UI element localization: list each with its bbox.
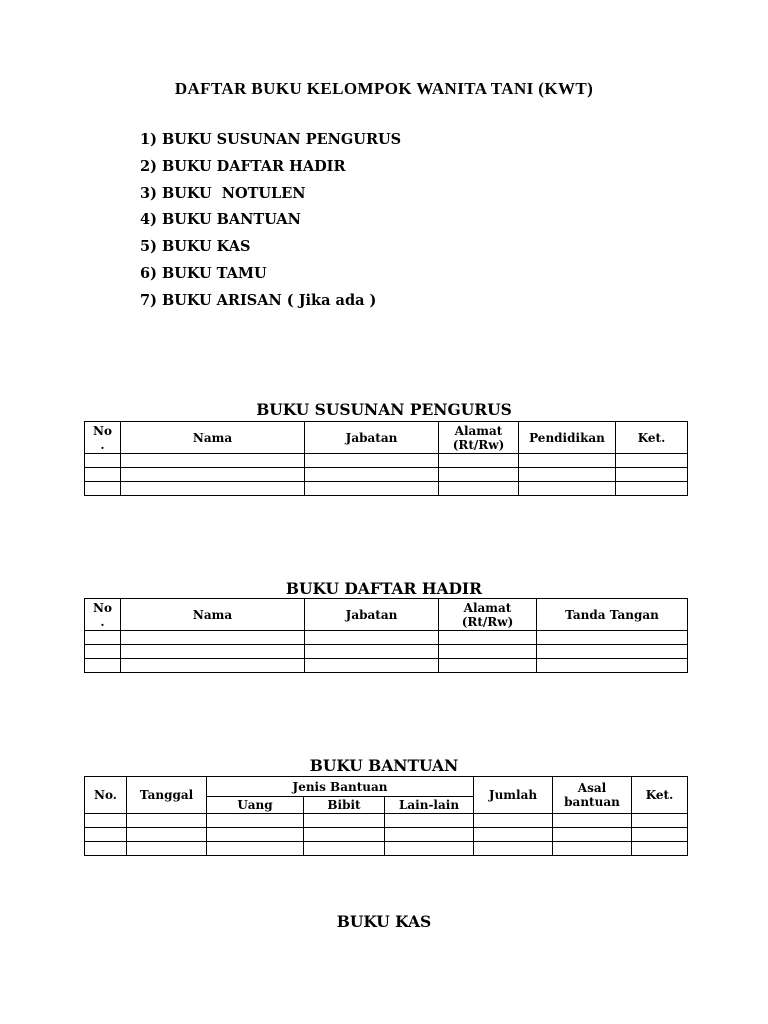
table-cell[interactable] xyxy=(305,659,439,673)
table-cell[interactable] xyxy=(127,828,207,842)
table-header-row xyxy=(85,599,688,631)
table-cell[interactable] xyxy=(305,482,439,496)
table-cell[interactable] xyxy=(121,482,305,496)
book-list xyxy=(140,130,401,318)
book-list-item: 5) BUKU KAS xyxy=(140,238,251,256)
table-cell[interactable] xyxy=(121,468,305,482)
table-row xyxy=(85,468,688,482)
col-header-asal-bantuan xyxy=(553,777,632,814)
col-header-tanda-tangan: Tanda Tangan xyxy=(537,599,688,631)
header-text: No xyxy=(93,600,112,615)
col-header-alamat xyxy=(439,422,519,454)
table-header-row xyxy=(85,777,688,797)
table-cell[interactable] xyxy=(305,631,439,645)
col-header-lain-lain: Lain-lain xyxy=(385,797,474,814)
table-cell[interactable] xyxy=(439,454,519,468)
header-text: Alamat xyxy=(454,423,503,438)
table-row xyxy=(85,454,688,468)
table-cell[interactable] xyxy=(304,842,385,856)
header-text: Alamat xyxy=(463,600,512,615)
table-cell[interactable] xyxy=(632,828,688,842)
header-text: Asal xyxy=(577,781,607,795)
book-list-item: 4) BUKU BANTUAN xyxy=(140,211,301,229)
table-row xyxy=(85,645,688,659)
book-list-item: 6) BUKU TAMU xyxy=(140,264,267,282)
table-row xyxy=(85,659,688,673)
kas-title: BUKU KAS xyxy=(336,912,432,931)
table-cell[interactable] xyxy=(85,645,121,659)
table-row xyxy=(85,828,688,842)
daftar-hadir-title: BUKU DAFTAR HADIR xyxy=(285,579,483,598)
table-row xyxy=(85,482,688,496)
table-cell[interactable] xyxy=(519,454,616,468)
table-cell[interactable] xyxy=(85,468,121,482)
table-cell[interactable] xyxy=(385,814,474,828)
header-text: (Rt/Rw) xyxy=(452,437,505,452)
book-list-item: 7) BUKU ARISAN ( Jika ada ) xyxy=(140,291,377,309)
table-cell[interactable] xyxy=(305,468,439,482)
col-header-uang: Uang xyxy=(207,797,304,814)
header-text: bantuan xyxy=(564,795,620,809)
col-header-nama: Nama xyxy=(121,599,305,631)
table-cell[interactable] xyxy=(439,659,537,673)
table-cell[interactable] xyxy=(616,468,688,482)
col-header-jabatan: Jabatan xyxy=(305,599,439,631)
header-text: (Rt/Rw) xyxy=(461,614,514,629)
table-cell[interactable] xyxy=(439,631,537,645)
col-header-no: No. xyxy=(85,777,127,814)
bantuan-title: BUKU BANTUAN xyxy=(309,756,459,775)
table-cell[interactable] xyxy=(537,645,688,659)
table-cell[interactable] xyxy=(553,814,632,828)
book-list-item: 1) BUKU SUSUNAN PENGURUS xyxy=(140,131,402,148)
book-list-item: 3) BUKU NOTULEN xyxy=(140,184,306,202)
table-cell[interactable] xyxy=(85,828,127,842)
table-cell[interactable] xyxy=(439,482,519,496)
table-cell[interactable] xyxy=(474,842,553,856)
col-header-pendidikan: Pendidikan xyxy=(519,422,616,454)
col-header-no xyxy=(85,422,121,454)
table-cell[interactable] xyxy=(439,468,519,482)
header-text: . xyxy=(100,614,105,629)
col-header-jenis-bantuan: Jenis Bantuan xyxy=(207,777,474,797)
col-header-jumlah: Jumlah xyxy=(474,777,553,814)
table-row xyxy=(85,631,688,645)
table-cell[interactable] xyxy=(385,842,474,856)
table-cell[interactable] xyxy=(207,828,304,842)
table-cell[interactable] xyxy=(519,482,616,496)
table-header-row xyxy=(85,422,688,454)
table-cell[interactable] xyxy=(519,468,616,482)
table-cell[interactable] xyxy=(616,454,688,468)
table-cell[interactable] xyxy=(616,482,688,496)
susunan-pengurus-title: BUKU SUSUNAN PENGURUS xyxy=(256,400,512,419)
table-row xyxy=(85,842,688,856)
table-cell[interactable] xyxy=(85,482,121,496)
col-header-alamat xyxy=(439,599,537,631)
table-cell[interactable] xyxy=(474,814,553,828)
table-row xyxy=(85,814,688,828)
book-list-item: 2) BUKU DAFTAR HADIR xyxy=(140,157,346,175)
table-cell[interactable] xyxy=(85,454,121,468)
table-cell[interactable] xyxy=(474,828,553,842)
table-cell[interactable] xyxy=(439,645,537,659)
susunan-pengurus-table xyxy=(84,421,688,496)
table-cell[interactable] xyxy=(537,631,688,645)
table-cell[interactable] xyxy=(304,814,385,828)
table-cell[interactable] xyxy=(85,842,127,856)
col-header-bibit: Bibit xyxy=(304,797,385,814)
table-cell[interactable] xyxy=(632,814,688,828)
table-cell[interactable] xyxy=(385,828,474,842)
table-cell[interactable] xyxy=(85,631,121,645)
col-header-no xyxy=(85,599,121,631)
table-cell[interactable] xyxy=(537,659,688,673)
table-cell[interactable] xyxy=(553,842,632,856)
table-cell[interactable] xyxy=(127,842,207,856)
table-cell[interactable] xyxy=(207,842,304,856)
col-header-jabatan: Jabatan xyxy=(305,422,439,454)
table-cell[interactable] xyxy=(632,842,688,856)
col-header-ket: Ket. xyxy=(616,422,688,454)
table-cell[interactable] xyxy=(305,454,439,468)
col-header-ket: Ket. xyxy=(632,777,688,814)
table-cell[interactable] xyxy=(85,814,127,828)
table-cell[interactable] xyxy=(121,645,305,659)
table-cell[interactable] xyxy=(207,814,304,828)
header-text: No xyxy=(93,423,112,438)
table-cell[interactable] xyxy=(305,645,439,659)
col-header-tanggal: Tanggal xyxy=(127,777,207,814)
document-title: DAFTAR BUKU KELOMPOK WANITA TANI (KWT) xyxy=(174,79,594,98)
col-header-nama: Nama xyxy=(121,422,305,454)
table-cell[interactable] xyxy=(85,659,121,673)
table-cell[interactable] xyxy=(127,814,207,828)
table-cell[interactable] xyxy=(121,631,305,645)
table-cell[interactable] xyxy=(121,454,305,468)
bantuan-table xyxy=(84,776,688,856)
daftar-hadir-table xyxy=(84,598,688,673)
header-text: . xyxy=(100,437,105,452)
table-cell[interactable] xyxy=(553,828,632,842)
table-cell[interactable] xyxy=(304,828,385,842)
table-cell[interactable] xyxy=(121,659,305,673)
